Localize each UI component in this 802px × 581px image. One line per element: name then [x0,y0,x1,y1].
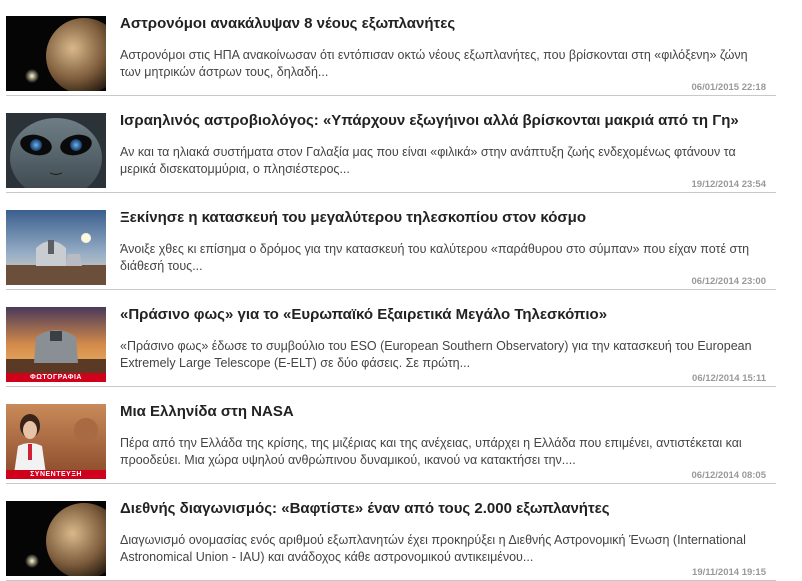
telescope-sunset-thumbnail[interactable] [6,307,106,382]
article-excerpt: Πέρα από την Ελλάδα της κρίσης, της μιζέριας και της ανέχειας, υπάρχει η Ελλάδα που επιμένει, αντιστέκεται και προοδεύει. Μια χώρα υψηλού ανθρώπινου δυναμικού, ικανού να κατακτήσει την.... [120,436,742,467]
article-date: 19/12/2014 23:54 [691,179,766,190]
article-date: 06/01/2015 22:18 [691,82,766,93]
list-item [6,97,776,193]
article-title[interactable]: Διεθνής διαγωνισμός: «Βαφτίστε» έναν από τους 2.000 εξωπλανήτες [120,500,610,517]
photo-badge: ΦΩΤΟΓΡΑΦΙΑ [6,373,106,382]
list-item [6,291,776,387]
article-date: 19/11/2014 19:15 [692,567,766,578]
article-title[interactable]: Μια Ελληνίδα στη NASA [120,403,294,420]
telescope-sunset-image [6,307,106,382]
interview-badge: ΣΥΝΕΝΤΕΥΞΗ [6,470,106,479]
article-excerpt: «Πράσινο φως» έδωσε το συμβούλιο του ESO (European Southern Observatory) για την κατασκευή του European Extremely Large Telescope (E-ELT) σε δύο φάσεις. Σε πρώτη... [120,339,752,370]
scientist-mars-image [6,404,106,479]
telescope-thumbnail[interactable] [6,210,106,285]
article-title[interactable]: Ισραηλινός αστροβιολόγος: «Υπάρχουν εξωγήινοι αλλά βρίσκονται μακριά από τη Γη» [120,112,739,129]
exoplanet-thumbnail[interactable] [6,501,106,576]
exoplanet-image [6,16,106,91]
scientist-thumbnail[interactable] [6,404,106,479]
article-title[interactable]: «Πράσινο φως» για το «Ευρωπαϊκό Εξαιρετικά Μεγάλο Τηλεσκόπιο» [120,306,608,323]
article-excerpt: Αν και τα ηλιακά συστήματα στον Γαλαξία μας που είναι «φιλικά» στην ανάπτυξη ζωής ενδεχομένως φτάνουν τα μερικά δισεκατομμύρια, ο πλησιέστερος... [120,145,736,176]
list-item [6,0,776,96]
list-item [6,485,776,581]
article-title[interactable]: Αστρονόμοι ανακάλυψαν 8 νέους εξωπλανήτες [120,15,456,32]
telescope-dome-image [6,210,106,285]
article-date: 06/12/2014 15:11 [692,373,766,384]
article-date: 06/12/2014 08:05 [691,470,766,481]
exoplanet-thumbnail[interactable] [6,16,106,91]
article-title[interactable]: Ξεκίνησε η κατασκευή του μεγαλύτερου τηλεσκοπίου στον κόσμο [120,209,587,226]
exoplanet-image [6,501,106,576]
article-excerpt: Άνοιξε χθες κι επίσημα ο δρόμος για την κατασκευή του καλύτερου «παράθυρου στο σύμπαν» που είχαν ποτέ στη διάθεσή τους... [120,242,750,273]
list-item [6,388,776,484]
list-item [6,194,776,290]
article-excerpt: Διαγωνισμό ονομασίας ενός αριθμού εξωπλανητών έχει προκηρύξει η Διεθνής Αστρονομική Ένωση (International Astronomical Union - IAU) και ανάδοχος κάθε αστρονομικού αντικειμένου... [120,533,746,564]
article-date: 06/12/2014 23:00 [691,276,766,287]
article-excerpt: Αστρονόμοι στις ΗΠΑ ανακοίνωσαν ότι εντόπισαν οκτώ νέους εξωπλανήτες, που βρίσκονται στη «φιλόξενη» ζώνη των μητρικών άστρων τους, δηλαδή... [120,48,748,79]
alien-face-image [6,113,106,188]
alien-thumbnail[interactable] [6,113,106,188]
